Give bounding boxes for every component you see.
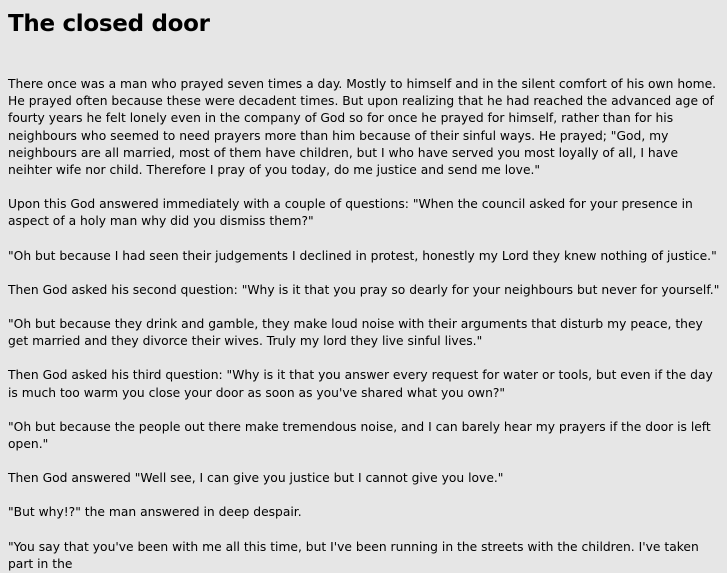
paragraph: Upon this God answered immediately with a couple of questions: "When the council asked for your presence in aspect of a holy man why did you dismiss them?" <box>8 197 693 229</box>
paragraph: Then God asked his second question: "Why is it that you pray so dearly for your neighbours but never for yourself." <box>8 282 720 297</box>
paragraph: "But why!?" the man answered in deep despair. <box>8 505 302 520</box>
article-body <box>8 76 720 573</box>
paragraph: "Oh but because I had seen their judgements I declined in protest, honestly my Lord they knew nothing of justice." <box>8 248 717 263</box>
paragraph: "Oh but because they drink and gamble, they make loud noise with their arguments that disturb my peace, they get married and they divorce their wives. Truly my lord they live sinful lives." <box>8 317 703 349</box>
paragraph: "You say that you've been with me all this time, but I've been running in the streets with the children. I've taken part in the <box>8 539 699 571</box>
paragraph: Then God asked his third question: "Why is it that you answer every request for water or tools, but even if the day is much too warm you close your door as soon as you've shared what you own?" <box>8 368 713 400</box>
paragraph: "Oh but because the people out there make tremendous noise, and I can barely hear my prayers if the door is left open." <box>8 419 711 452</box>
paragraph: Then God answered "Well see, I can give you justice but I cannot give you love." <box>8 471 504 486</box>
page-title: The closed door <box>8 11 210 37</box>
paragraph: There once was a man who prayed seven times a day. Mostly to himself and in the silent comfort of his own home. He prayed often because these were decadent times. But upon realizing that he had reached the advanced age of fourty years he felt lonely even in the company of God so for once he prayed for himself, rather than for his neighbours who seemed to need prayers more than him because of their sinful ways. He prayed; "God, my neighbours are all married, most of them have children, but I who have served you most loyally of all, I have neihter wife nor child. Therefore I pray of you today, do me justice and send me love." <box>8 77 717 178</box>
